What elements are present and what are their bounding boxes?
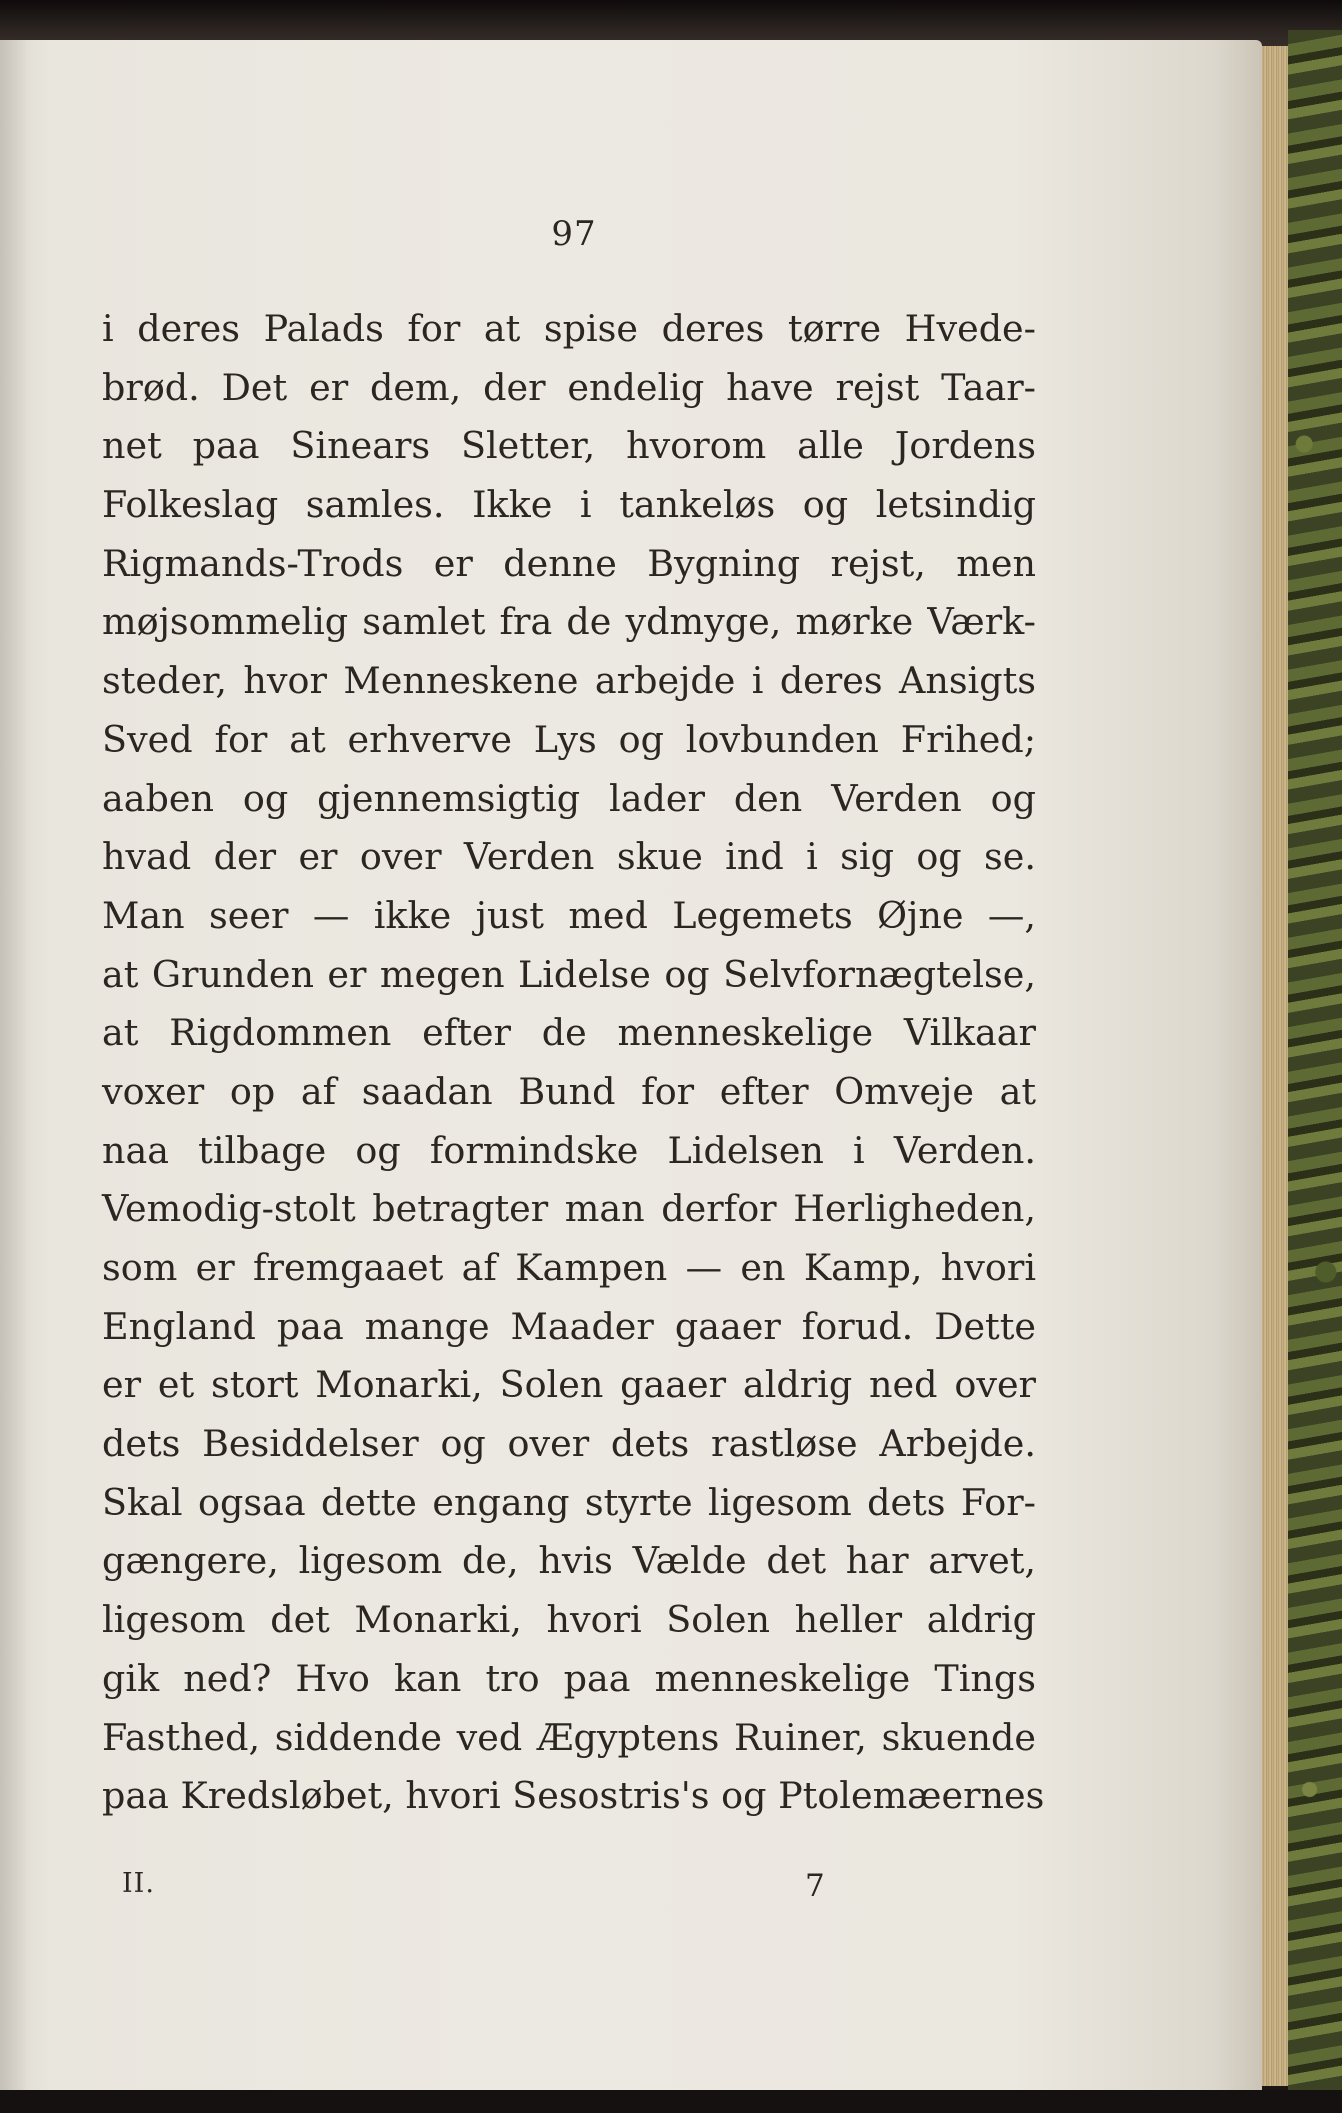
text-line: Rigmands-Trods er denne Bygning rejst, men <box>102 541 1036 585</box>
signature-mark: II. <box>122 1868 155 1899</box>
text-line: Man seer — ikke just med Legemets Øjne —, <box>102 893 1036 937</box>
marbled-cover <box>1288 30 1342 2100</box>
text-line: som er fremgaaet af Kampen — en Kamp, hvori <box>102 1246 1036 1289</box>
text-line: at Rigdommen efter de menneskelige Vilkaar <box>102 1011 1036 1055</box>
text-line: er et stort Monarki, Solen gaaer aldrig ned over <box>102 1363 1036 1407</box>
text-line: møjsommelig samlet fra de ydmyge, mørke Værk- <box>102 600 1036 644</box>
text-line: Vemodig-stolt betragter man derfor Herligheden, <box>102 1187 1036 1231</box>
text-line: gik ned? Hvo kan tro paa menneskelige Tings <box>102 1656 1036 1700</box>
text-line: i deres Palads for at spise deres tørre Hvede- <box>102 307 1036 350</box>
text-line: at Grunden er megen Lidelse og Selvfornægtelse, <box>102 952 1036 996</box>
text-line: naa tilbage og formindske Lidelsen i Verden. <box>102 1128 1036 1172</box>
text-line: England paa mange Maader gaaer forud. Dette <box>102 1304 1036 1348</box>
sheet-number: 7 <box>805 1868 825 1904</box>
text-line: Skal ogsaa dette engang styrte ligesom dets For- <box>102 1480 1036 1524</box>
body-text <box>102 300 1045 1826</box>
text-line: Fasthed, siddende ved Ægyptens Ruiner, skuende <box>102 1715 1036 1759</box>
page-number: 97 <box>551 214 597 254</box>
page-fore-edge <box>1262 46 1288 2086</box>
text-line: Folkeslag samles. Ikke i tankeløs og letsindig <box>102 483 1036 527</box>
text-line: dets Besiddelser og over dets rastløse Arbejde. <box>102 1422 1036 1466</box>
text-line: paa Kredsløbet, hvori Sesostris's og Ptolemæernes <box>102 1774 1045 1818</box>
text-line: brød. Det er dem, der endelig have rejst Taar- <box>102 365 1036 409</box>
text-line: steder, hvor Menneskene arbejde i deres Ansigts <box>102 659 1036 703</box>
text-line: hvad der er over Verden skue ind i sig og se. <box>102 835 1036 879</box>
text-line: voxer op af saadan Bund for efter Omveje at <box>102 1069 1036 1113</box>
text-line: gængere, ligesom de, hvis Vælde det har arvet, <box>102 1539 1036 1583</box>
page-gutter-shadow <box>0 40 28 2090</box>
text-line: net paa Sinears Sletter, hvorom alle Jordens <box>102 424 1036 468</box>
text-line: aaben og gjennemsigtig lader den Verden og <box>102 776 1036 820</box>
text-line: Sved for at erhverve Lys og lovbunden Frihed; <box>102 717 1036 761</box>
binding-bottom-edge <box>0 2090 1342 2113</box>
text-line: ligesom det Monarki, hvori Solen heller aldrig <box>102 1598 1036 1642</box>
